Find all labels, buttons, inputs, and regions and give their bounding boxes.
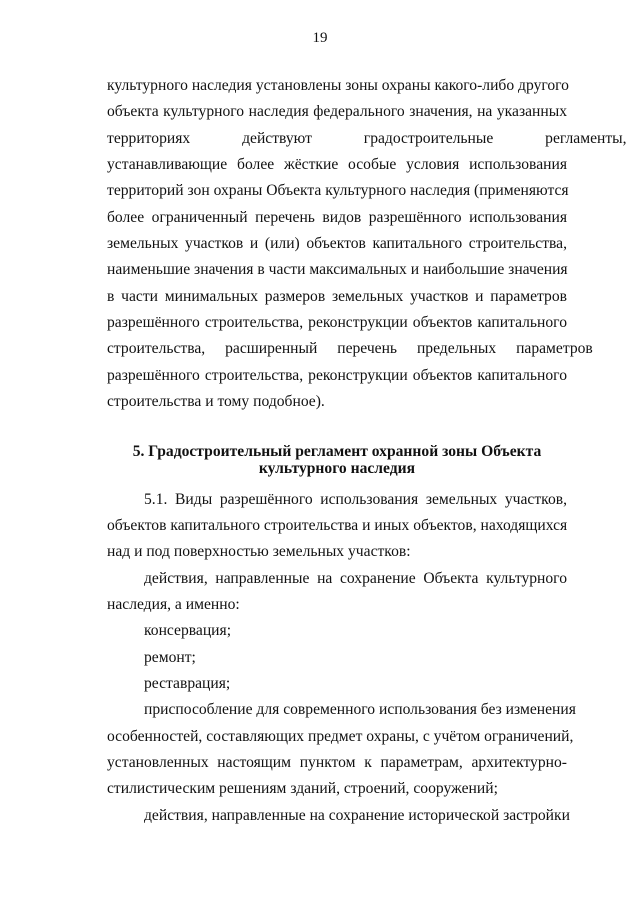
text-line: более ограниченный перечень видов разрешённого использования: [107, 209, 567, 226]
text-line: наследия, а именно:: [107, 596, 240, 613]
text-line: установленных настоящим пунктом к параметрам, архитектурно-: [107, 754, 567, 771]
text-line: стилистическим решениям зданий, строений, сооружений;: [107, 780, 498, 797]
list-item: ремонт;: [144, 649, 196, 666]
text-line: действия, направленные на сохранение исторической застройки: [144, 807, 570, 824]
text-line: объектов капитального строительства и иных объектов, находящихся: [107, 517, 568, 534]
text-line: наименьшие значения в части максимальных и наибольшие значения: [107, 261, 568, 278]
text-line: культурного наследия установлены зоны охраны какого-либо другого: [107, 77, 569, 94]
list-item: реставрация;: [144, 675, 231, 692]
list-item: консервация;: [144, 622, 232, 639]
section-heading-line: 5. Градостроительный регламент охранной зоны Объекта: [132, 443, 542, 460]
text-line: земельных участков и (или) объектов капитального строительства,: [107, 235, 567, 252]
text-line: в части минимальных размеров земельных участков и параметров: [107, 288, 567, 305]
text-line: строительства и тому подобное).: [107, 393, 325, 410]
text-line: особенностей, составляющих предмет охраны, с учётом ограничений,: [107, 728, 574, 745]
section-heading-line: культурного наследия: [258, 460, 416, 477]
text-line: приспособление для современного использования без изменения: [144, 701, 576, 718]
text-line: территориях действуют градостроительные регламенты,: [107, 130, 627, 147]
text-line: действия, направленные на сохранение Объекта культурного: [144, 570, 567, 587]
text-line: разрешённого строительства, реконструкции объектов капитального: [107, 314, 567, 331]
text-line: 5.1. Виды разрешённого использования земельных участков,: [144, 491, 567, 508]
page-number: 19: [312, 30, 328, 46]
text-line: устанавливающие более жёсткие особые условия использования: [107, 156, 567, 173]
text-line: территорий зон охраны Объекта культурного наследия (применяются: [107, 182, 569, 199]
text-line: над и под поверхностью земельных участков:: [107, 543, 411, 560]
text-line: объекта культурного наследия федерального значения, на указанных: [107, 103, 567, 120]
text-line: строительства, расширенный перечень предельных параметров: [107, 340, 593, 357]
text-line: разрешённого строительства, реконструкции объектов капитального: [107, 367, 567, 384]
